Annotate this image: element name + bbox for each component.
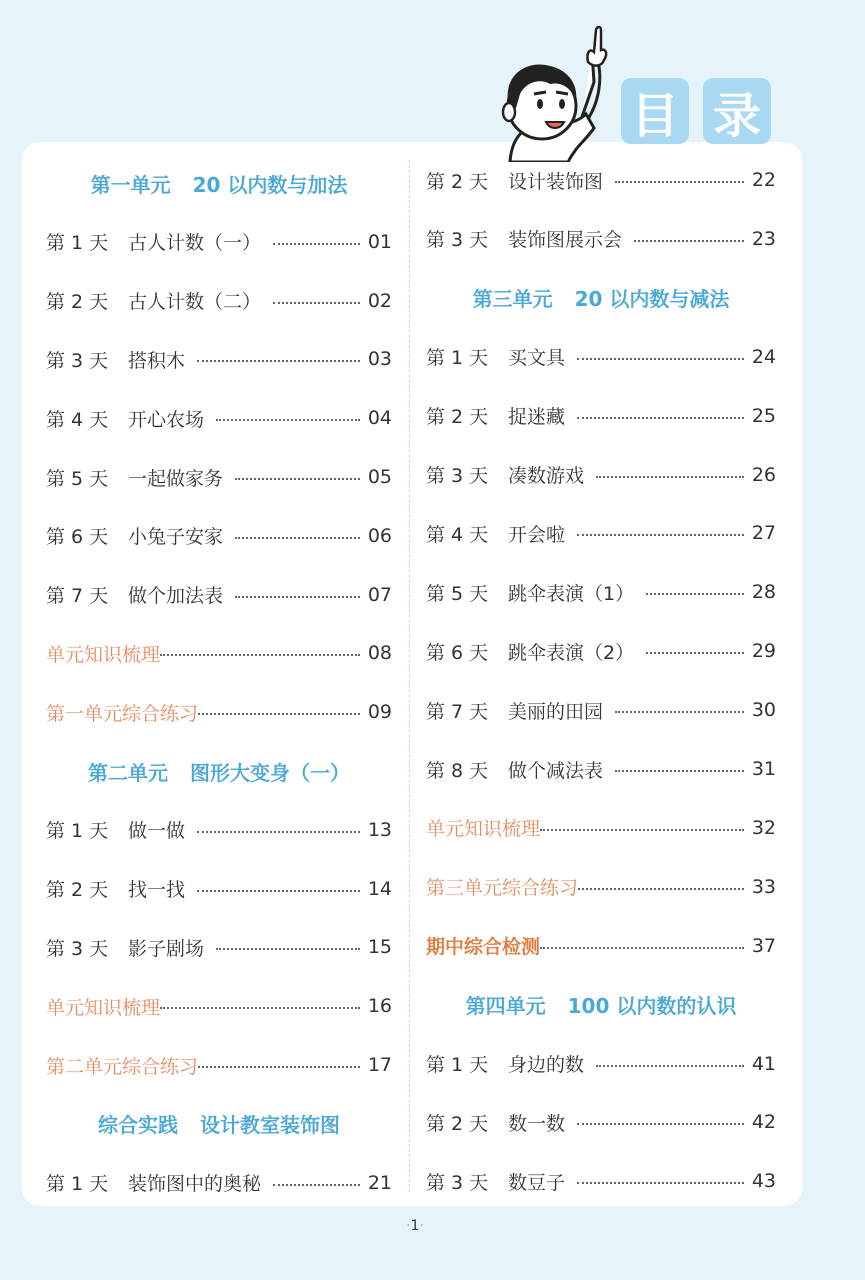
entry-title: 美丽的田园 [508,700,604,723]
day-label: 第 7 天 [46,585,109,608]
page-ref: 25 [751,404,776,427]
toc-lesson-entry[interactable] [426,631,776,671]
unit-label: 第二单元 [88,760,168,785]
toc-lesson-entry[interactable] [46,810,392,850]
dot-leader [160,1007,360,1009]
day-label: 第 4 天 [426,523,489,546]
toc-lesson-entry[interactable] [46,575,392,615]
toc-lesson-entry[interactable] [46,927,392,967]
page-ref: 04 [367,407,392,430]
dot-leader [197,831,360,833]
page-ref: 05 [367,466,392,488]
day-label: 第 3 天 [426,465,489,487]
dot-leader [197,890,360,892]
toc-review-entry[interactable] [426,808,776,848]
entry-title: 设计装饰图 [508,170,604,193]
page-ref: 42 [751,1111,776,1134]
entry-title: 期中综合检测 [426,936,541,959]
unit-heading [46,163,392,203]
dot-leader [577,1182,744,1184]
toc-lesson-entry[interactable] [46,1163,392,1203]
page-ref: 33 [751,875,776,898]
toc-lesson-entry[interactable] [426,690,776,730]
entry-title: 影子剧场 [128,937,205,960]
toc-lesson-entry[interactable] [46,516,392,556]
unit-heading [426,278,776,318]
entry-title: 做个减法表 [508,759,604,782]
toc-lesson-entry[interactable] [426,1102,776,1142]
page-ref: 13 [367,818,392,841]
entry-title: 捉迷藏 [508,406,566,429]
dot-leader [198,1066,360,1068]
toc-lesson-entry[interactable] [426,1161,776,1201]
day-label: 第 2 天 [46,879,109,902]
dot-leader [634,240,744,242]
toc-lesson-entry[interactable] [426,572,776,612]
unit-label: 第四单元 [465,994,546,1019]
toc-lesson-entry[interactable] [46,222,392,262]
dot-leader [615,181,744,183]
entry-title: 装饰图展示会 [508,229,623,252]
entry-title: 单元知识梳理 [46,643,161,666]
dot-leader [615,711,744,713]
entry-title: 装饰图中的奥秘 [128,1173,262,1196]
day-label: 第 2 天 [426,406,489,429]
page-ref: 08 [367,642,392,665]
dot-leader [235,596,360,598]
toc-exam-entry[interactable] [426,926,776,966]
entry-title: 做一做 [128,820,186,843]
day-label: 第 3 天 [426,1171,489,1194]
toc-lesson-entry[interactable] [426,337,776,377]
dot-leader [577,358,744,360]
dot-leader [577,1123,744,1125]
column-divider [409,160,410,1192]
page-ref: 30 [751,699,776,722]
day-label: 第 7 天 [426,700,489,723]
day-label: 第 5 天 [46,467,109,490]
toc-review-entry[interactable] [426,867,776,907]
entry-title: 单元知识梳理 [46,996,161,1019]
toc-lesson-entry[interactable] [46,339,392,379]
dot-leader [596,476,744,478]
entry-title: 开心农场 [128,408,205,431]
boy-pointing-mascot-illustration [490,22,610,162]
page-ref: 28 [751,581,776,604]
page-ref: 31 [751,758,776,780]
day-label: 第 1 天 [46,1173,109,1196]
day-label: 第 6 天 [426,641,489,664]
toc-review-entry[interactable] [46,633,392,673]
toc-review-entry[interactable] [46,1045,392,1085]
toc-lesson-entry[interactable] [46,457,392,497]
title-char-box-2 [703,78,771,144]
day-label: 第 3 天 [46,937,109,960]
toc-lesson-entry[interactable] [426,513,776,553]
page-ref: 22 [751,169,776,191]
unit-title: 20 以内数与加法 [192,172,348,197]
page-ref: 07 [367,583,392,606]
toc-lesson-entry[interactable] [426,1044,776,1084]
dot-leader [197,360,360,362]
dot-leader [273,302,360,304]
entry-title: 古人计数（一） [128,232,262,255]
unit-title: 20 以内数与减法 [574,287,730,312]
page-ref: 14 [367,877,392,900]
unit-heading [46,751,392,791]
day-label: 第 1 天 [426,1054,489,1076]
day-label: 第 1 天 [46,820,109,843]
day-label: 第 2 天 [426,170,489,193]
unit-label: 第三单元 [472,287,553,312]
entry-title: 第三单元综合练习 [426,877,579,900]
page-ref: 26 [751,463,776,486]
entry-title: 做个加法表 [128,585,224,608]
dot-leader [577,534,744,536]
dot-leader [216,948,360,950]
page-ref: 21 [367,1171,392,1194]
toc-review-entry[interactable] [46,692,392,732]
day-label: 第 1 天 [426,347,489,370]
toc-lesson-entry[interactable] [426,219,776,259]
page-ref: 17 [367,1054,392,1076]
page-ref: 03 [367,348,392,371]
dot-leader [540,947,744,949]
page-ref: 06 [367,524,392,547]
dot-leader [615,770,744,772]
dot-leader [540,829,744,831]
dot-leader [646,652,744,654]
entry-title: 开会啦 [508,523,566,546]
page-ref: 32 [751,816,776,839]
unit-label: 综合实践 [98,1113,178,1138]
day-label: 第 6 天 [46,526,109,549]
page-number: ·1· [406,1218,424,1234]
entry-title: 数一数 [508,1112,566,1135]
unit-heading [46,1104,392,1144]
dot-leader [273,243,360,245]
dot-leader [577,417,744,419]
toc-lesson-entry[interactable] [426,749,776,789]
entry-title: 跳伞表演（1） [508,582,635,605]
entry-title: 一起做家务 [128,467,224,490]
day-label: 第 4 天 [46,408,109,431]
day-label: 第 2 天 [426,1112,489,1135]
dot-leader [198,713,360,715]
entry-title: 单元知识梳理 [426,818,541,841]
dot-leader [235,478,360,480]
toc-lesson-entry[interactable] [426,455,776,495]
unit-title: 100 以内数的认识 [567,994,737,1019]
entry-title: 搭积木 [128,349,186,372]
unit-heading [426,985,776,1025]
day-label: 第 8 天 [426,759,489,782]
title-char-box-1 [621,78,689,144]
dot-leader [596,1065,744,1067]
entry-title: 跳伞表演（2） [508,641,635,664]
page-ref: 01 [367,230,392,253]
entry-title: 找一找 [128,879,186,902]
unit-label: 第一单元 [90,172,171,197]
unit-title: 图形大变身（一） [190,760,350,785]
page-ref: 27 [751,522,776,545]
dot-leader [235,537,360,539]
entry-title: 第二单元综合练习 [46,1055,199,1078]
page-ref: 24 [751,345,776,368]
page-ref: 29 [751,640,776,663]
page-ref: 43 [751,1170,776,1193]
entry-title: 小兔子安家 [128,526,224,549]
day-label: 第 3 天 [46,349,109,372]
entry-title: 买文具 [508,347,566,370]
toc-review-entry[interactable] [46,986,392,1026]
entry-title: 第一单元综合练习 [46,702,199,725]
toc-lesson-entry[interactable] [46,869,392,909]
entry-title: 数豆子 [508,1171,566,1194]
page-ref: 16 [367,995,392,1018]
dot-leader [273,1184,360,1186]
entry-title: 凑数游戏 [508,465,585,487]
toc-lesson-entry[interactable] [46,281,392,321]
dot-leader [646,593,744,595]
day-label: 第 5 天 [426,582,489,605]
dot-leader [216,419,360,421]
dot-leader [160,654,360,656]
page-number-value: 1 [410,1218,420,1234]
title-char: 目 [630,87,679,144]
day-label: 第 2 天 [46,291,109,314]
toc-lesson-entry[interactable] [46,398,392,438]
day-label: 第 1 天 [46,232,109,255]
title-char: 录 [712,87,761,144]
page-ref: 37 [751,934,776,957]
page-ref: 41 [751,1052,776,1075]
page-ref: 09 [367,701,392,724]
unit-title: 设计教室装饰图 [200,1113,340,1138]
entry-title: 古人计数（二） [128,291,262,314]
toc-lesson-entry[interactable] [426,160,776,200]
dot-leader [578,888,744,890]
page-ref: 02 [367,289,392,312]
entry-title: 身边的数 [508,1054,585,1076]
page-ref: 15 [367,936,392,959]
toc-lesson-entry[interactable] [426,396,776,436]
day-label: 第 3 天 [426,229,489,252]
page-ref: 23 [751,227,776,250]
